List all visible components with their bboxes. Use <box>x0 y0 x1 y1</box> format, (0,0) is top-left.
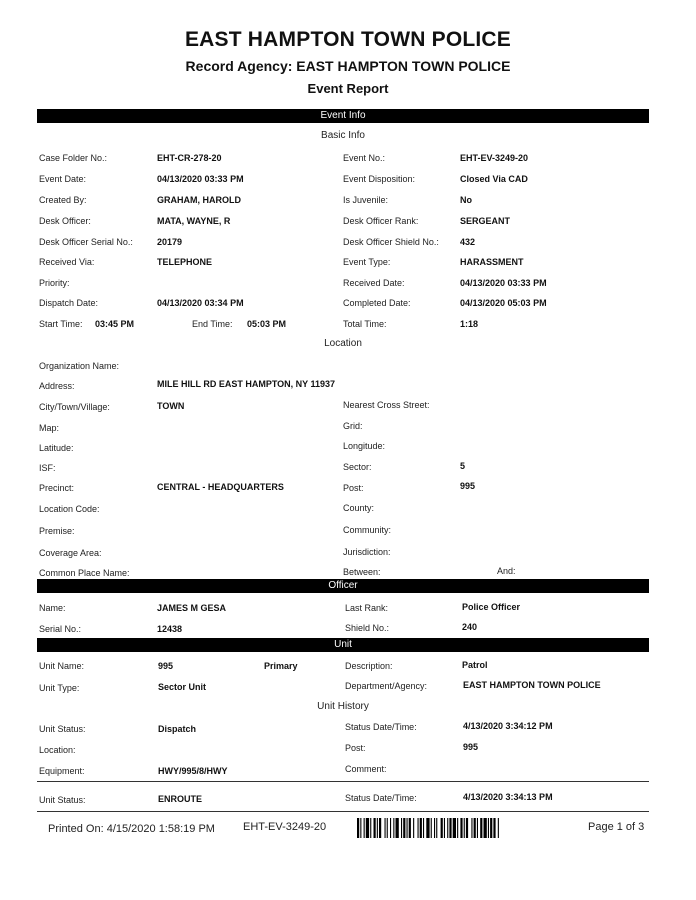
map-label: Map: <box>39 423 60 433</box>
event-info-bar: Event Info <box>37 109 649 123</box>
officer-serial-label: Serial No.: <box>39 624 82 634</box>
barcode-bar <box>387 818 388 838</box>
jurisdiction-label: Jurisdiction: <box>343 547 391 557</box>
barcode-bar <box>434 818 435 838</box>
precinct-value: CENTRAL - HEADQUARTERS <box>157 482 284 492</box>
barcode-bar <box>441 818 443 838</box>
last-rank-value: Police Officer <box>462 602 521 612</box>
event-date-value: 04/13/2020 03:33 PM <box>157 174 244 184</box>
total-time-value: 1:18 <box>460 319 479 329</box>
city-value: TOWN <box>157 401 185 411</box>
end-time-value: 05:03 PM <box>247 319 287 329</box>
desk-shield-value: 432 <box>460 237 476 247</box>
dept-label: Department/Agency: <box>345 681 428 691</box>
barcode-bar <box>401 818 402 838</box>
barcode <box>357 818 570 838</box>
longitude-label: Longitude: <box>343 441 386 451</box>
barcode-bar <box>444 818 445 838</box>
dispatch-date-label: Dispatch Date: <box>39 298 99 308</box>
page-number: Page 1 of 3 <box>588 821 645 833</box>
status-datetime-2-label: Status Date/Time: <box>345 793 417 803</box>
sector-value: 5 <box>460 461 466 471</box>
community-label: Community: <box>343 525 392 535</box>
shield-label: Shield No.: <box>345 623 390 633</box>
unit-name-value: 995 <box>158 661 174 671</box>
created-by-value: GRAHAM, HAROLD <box>157 195 241 205</box>
barcode-bar <box>423 818 424 838</box>
city-label: City/Town/Village: <box>39 402 110 412</box>
isf-label: ISF: <box>39 463 56 473</box>
barcode-bar <box>488 818 489 838</box>
event-type-value: HARASSMENT <box>460 257 524 267</box>
county-label: County: <box>343 503 375 513</box>
barcode-bar <box>498 818 499 838</box>
unit-bar: Unit <box>37 638 649 652</box>
equipment-value: HWY/995/8/HWY <box>158 766 228 776</box>
unit-type-label: Unit Type: <box>39 683 80 693</box>
barcode-bar <box>396 818 399 838</box>
basic-info-heading: Basic Info <box>321 130 365 141</box>
barcode-bar <box>420 818 422 838</box>
and-label: And: <box>497 566 516 576</box>
barcode-bar <box>493 818 495 838</box>
event-no-value: EHT-EV-3249-20 <box>460 153 529 163</box>
barcode-bar <box>364 818 365 838</box>
received-via-value: TELEPHONE <box>157 257 213 267</box>
completed-date-value: 04/13/2020 05:03 PM <box>460 298 547 308</box>
unit-history-heading: Unit History <box>317 701 369 712</box>
sector-label: Sector: <box>343 462 372 472</box>
barcode-bar <box>466 818 468 838</box>
juvenile-value: No <box>460 195 472 205</box>
org-name-label: Organization Name: <box>39 361 120 371</box>
disposition-value: Closed Via CAD <box>460 174 528 184</box>
latitude-label: Latitude: <box>39 443 74 453</box>
history-location-label: Location: <box>39 745 76 755</box>
unit-type-value: Sector Unit <box>158 682 207 692</box>
record-agency: Record Agency: EAST HAMPTON TOWN POLICE <box>185 58 511 74</box>
grid-label: Grid: <box>343 421 363 431</box>
barcode-bar <box>374 818 376 838</box>
barcode-bar <box>418 818 419 838</box>
total-time-label: Total Time: <box>343 319 387 329</box>
barcode-bar <box>379 818 381 838</box>
barcode-bar <box>426 818 429 838</box>
desk-shield-label: Desk Officer Shield No.: <box>343 237 439 247</box>
barcode-bar <box>413 818 414 838</box>
status-datetime-value: 4/13/2020 3:34:12 PM <box>463 721 553 731</box>
case-folder-label: Case Folder No.: <box>39 153 108 163</box>
history-post-value: 995 <box>463 742 479 752</box>
post-value: 995 <box>460 481 476 491</box>
start-time-label: Start Time: <box>39 319 83 329</box>
description-label: Description: <box>345 661 393 671</box>
barcode-bar <box>385 818 386 838</box>
barcode-bar <box>480 818 482 838</box>
barcode-bar <box>407 818 408 838</box>
unit-status-2-value: ENROUTE <box>158 794 203 804</box>
barcode-bar <box>436 818 437 838</box>
barcode-bar <box>484 818 487 838</box>
location-code-label: Location Code: <box>39 504 100 514</box>
barcode-bar <box>366 818 369 838</box>
address-label: Address: <box>39 381 75 391</box>
last-rank-label: Last Rank: <box>345 603 389 613</box>
between-label: Between: <box>343 567 381 577</box>
shield-value: 240 <box>462 622 478 632</box>
unit-status-2-label: Unit Status: <box>39 795 86 805</box>
printed-on: Printed On: 4/15/2020 1:58:19 PM <box>48 823 215 835</box>
common-place-label: Common Place Name: <box>39 568 130 578</box>
barcode-bar <box>403 818 405 838</box>
barcode-bar <box>460 818 462 838</box>
footer-divider <box>37 811 649 812</box>
barcode-bar <box>357 818 359 838</box>
case-folder-value: EHT-CR-278-20 <box>157 153 222 163</box>
event-date-label: Event Date: <box>39 174 87 184</box>
barcode-bar <box>409 818 411 838</box>
barcode-bar <box>449 818 451 838</box>
created-by-label: Created By: <box>39 195 87 205</box>
post-label: Post: <box>343 483 364 493</box>
status-datetime-label: Status Date/Time: <box>345 722 417 732</box>
barcode-bar <box>471 818 472 838</box>
barcode-bar <box>464 818 465 838</box>
barcode-bar <box>457 818 458 838</box>
barcode-bar <box>431 818 432 838</box>
precinct-label: Precinct: <box>39 483 75 493</box>
dispatch-date-value: 04/13/2020 03:34 PM <box>157 298 244 308</box>
unit-name-label: Unit Name: <box>39 661 85 671</box>
equipment-label: Equipment: <box>39 766 85 776</box>
footer-event-no: EHT-EV-3249-20 <box>243 821 327 833</box>
event-type-label: Event Type: <box>343 257 391 267</box>
primary-badge: Primary <box>264 661 298 671</box>
received-via-label: Received Via: <box>39 257 95 267</box>
history-post-label: Post: <box>345 743 366 753</box>
officer-bar: Officer <box>37 579 649 593</box>
disposition-label: Event Disposition: <box>343 174 416 184</box>
juvenile-label: Is Juvenile: <box>343 195 389 205</box>
desk-rank-label: Desk Officer Rank: <box>343 216 419 226</box>
barcode-bar <box>370 818 371 838</box>
officer-name-value: JAMES M GESA <box>157 603 227 613</box>
barcode-bar <box>390 818 391 838</box>
desk-serial-label: Desk Officer Serial No.: <box>39 237 133 247</box>
desk-officer-value: MATA, WAYNE, R <box>157 216 231 226</box>
event-no-label: Event No.: <box>343 153 386 163</box>
unit-status-value: Dispatch <box>158 724 197 734</box>
desk-serial-value: 20179 <box>157 237 183 247</box>
report-type: Event Report <box>307 81 389 96</box>
description-value: Patrol <box>462 660 488 670</box>
barcode-bar <box>377 818 378 838</box>
coverage-label: Coverage Area: <box>39 548 102 558</box>
end-time-label: End Time: <box>192 319 233 329</box>
unit-status-label: Unit Status: <box>39 724 86 734</box>
received-date-value: 04/13/2020 03:33 PM <box>460 278 547 288</box>
start-time-value: 03:45 PM <box>95 319 135 329</box>
officer-serial-value: 12438 <box>157 624 183 634</box>
premise-label: Premise: <box>39 526 75 536</box>
priority-label: Priority: <box>39 278 70 288</box>
barcode-bar <box>447 818 448 838</box>
barcode-bar <box>474 818 476 838</box>
history-divider <box>37 781 649 782</box>
barcode-bar <box>453 818 456 838</box>
barcode-bar <box>360 818 361 838</box>
report-title: EAST HAMPTON TOWN POLICE <box>184 28 512 51</box>
barcode-bar <box>393 818 394 838</box>
desk-officer-label: Desk Officer: <box>39 216 91 226</box>
cross-street-label: Nearest Cross Street: <box>343 400 430 410</box>
comment-label: Comment: <box>345 764 387 774</box>
dept-value: EAST HAMPTON TOWN POLICE <box>463 680 601 690</box>
completed-date-label: Completed Date: <box>343 298 411 308</box>
received-date-label: Received Date: <box>343 278 405 288</box>
status-datetime-2-value: 4/13/2020 3:34:13 PM <box>463 792 553 802</box>
barcode-bar <box>477 818 478 838</box>
address-value: MILE HILL RD EAST HAMPTON, NY 11937 <box>157 379 336 389</box>
location-heading: Location <box>324 338 362 349</box>
desk-rank-value: SERGEANT <box>460 216 511 226</box>
barcode-bar <box>490 818 492 838</box>
officer-name-label: Name: <box>39 603 66 613</box>
